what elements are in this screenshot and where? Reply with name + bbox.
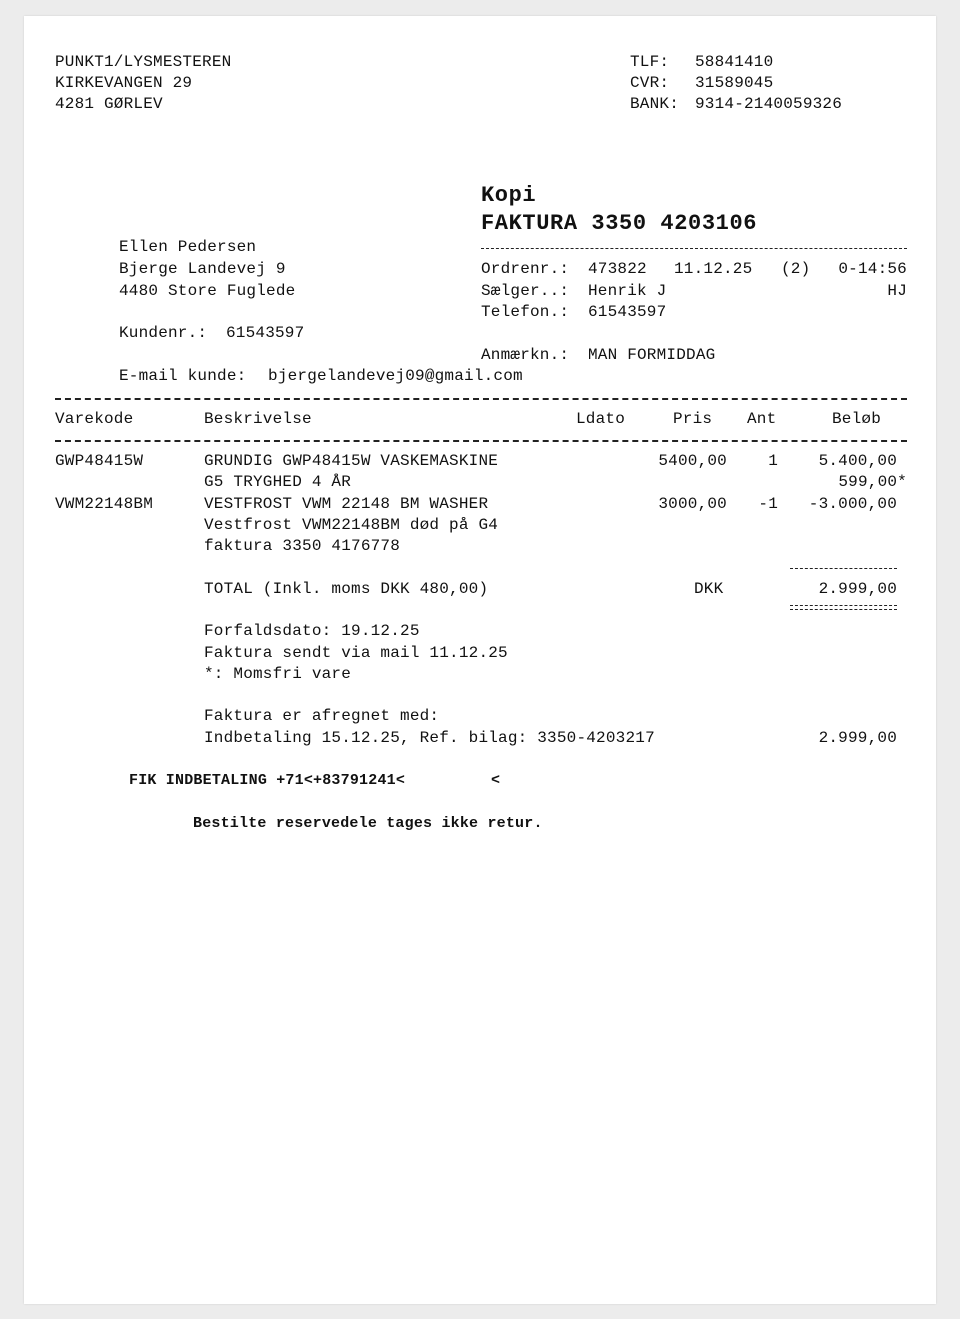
seller-bank-label: BANK: xyxy=(630,95,680,113)
total-double-divider xyxy=(790,605,897,610)
customer-name: Ellen Pedersen xyxy=(119,238,257,256)
telefon-label: Telefon.: xyxy=(481,303,570,321)
header-ldato: Ldato xyxy=(576,410,626,428)
fik-end: < xyxy=(491,772,501,789)
order-seq: (2) xyxy=(781,260,811,278)
customer-address: Bjerge Landevej 9 xyxy=(119,260,286,278)
subtotal-divider xyxy=(790,568,897,569)
saelger: Henrik J xyxy=(588,282,667,300)
customer-email: bjergelandevej09@gmail.com xyxy=(268,367,523,385)
seller-tlf-label: TLF: xyxy=(630,53,670,71)
line-3-beskrivelse: VESTFROST VWM 22148 BM WASHER xyxy=(204,495,489,513)
table-header-divider xyxy=(55,440,907,442)
line-3-ant: -1 xyxy=(758,495,778,513)
seller-address: KIRKEVANGEN 29 xyxy=(55,74,193,92)
footer-note: Bestilte reservedele tages ikke retur. xyxy=(193,815,543,832)
anmaerkn: MAN FORMIDDAG xyxy=(588,346,716,364)
momsfri-note: *: Momsfri vare xyxy=(204,665,352,683)
title-divider xyxy=(481,248,907,249)
line-1-belob: 5.400,00 xyxy=(818,452,897,470)
seller-cvr: 31589045 xyxy=(695,74,774,92)
customer-kundenr-label: Kundenr.: xyxy=(119,324,208,342)
customer-email-label: E-mail kunde: xyxy=(119,367,247,385)
line-3-varekode: VWM22148BM xyxy=(55,495,154,513)
seller-city: 4281 GØRLEV xyxy=(55,95,163,113)
seller-bank: 9314-2140059326 xyxy=(695,95,843,113)
line-1-pris: 5400,00 xyxy=(658,452,727,470)
header-ant: Ant xyxy=(747,410,777,428)
line-1-beskrivelse: GRUNDIG GWP48415W VASKEMASKINE xyxy=(204,452,499,470)
faktura-sendt: Faktura sendt via mail 11.12.25 xyxy=(204,644,508,662)
saelger-code: HJ xyxy=(887,282,907,300)
order-date: 11.12.25 xyxy=(674,260,753,278)
seller-name: PUNKT1/LYSMESTEREN xyxy=(55,53,232,71)
order-time: 0-14:56 xyxy=(838,260,907,278)
table-top-divider xyxy=(55,398,907,400)
line-3-pris: 3000,00 xyxy=(658,495,727,513)
line-1-varekode: GWP48415W xyxy=(55,452,144,470)
line-2-belob: 599,00* xyxy=(838,473,907,491)
header-varekode: Varekode xyxy=(55,410,134,428)
seller-cvr-label: CVR: xyxy=(630,74,670,92)
header-belob: Beløb xyxy=(832,410,882,428)
total-currency: DKK xyxy=(694,580,724,598)
header-beskrivelse: Beskrivelse xyxy=(204,410,312,428)
anmaerkn-label: Anmærkn.: xyxy=(481,346,570,364)
total-amount: 2.999,00 xyxy=(818,580,897,598)
customer-city: 4480 Store Fuglede xyxy=(119,282,296,300)
fik-code: FIK INDBETALING +71<+83791241< xyxy=(129,772,406,789)
seller-tlf: 58841410 xyxy=(695,53,774,71)
kopi-label: Kopi xyxy=(481,183,537,208)
customer-kundenr: 61543597 xyxy=(226,324,305,342)
line-1-ant: 1 xyxy=(768,452,778,470)
line-2-beskrivelse: G5 TRYGHED 4 ÅR xyxy=(204,473,352,491)
line-3-belob: -3.000,00 xyxy=(808,495,897,513)
indbetaling-line: Indbetaling 15.12.25, Ref. bilag: 3350-4203217 xyxy=(204,729,655,747)
afregnet-label: Faktura er afregnet med: xyxy=(204,707,440,725)
line-4-beskrivelse: Vestfrost VWM22148BM død på G4 xyxy=(204,516,499,534)
forfaldsdato: Forfaldsdato: 19.12.25 xyxy=(204,622,420,640)
header-pris: Pris xyxy=(673,410,713,428)
telefon: 61543597 xyxy=(588,303,667,321)
invoice-title: FAKTURA 3350 4203106 xyxy=(481,211,758,236)
saelger-label: Sælger..: xyxy=(481,282,570,300)
indbetaling-amount: 2.999,00 xyxy=(818,729,897,747)
line-5-beskrivelse: faktura 3350 4176778 xyxy=(204,537,401,555)
total-label: TOTAL (Inkl. moms DKK 480,00) xyxy=(204,580,489,598)
ordrenr-label: Ordrenr.: xyxy=(481,260,570,278)
ordrenr: 473822 xyxy=(588,260,647,278)
